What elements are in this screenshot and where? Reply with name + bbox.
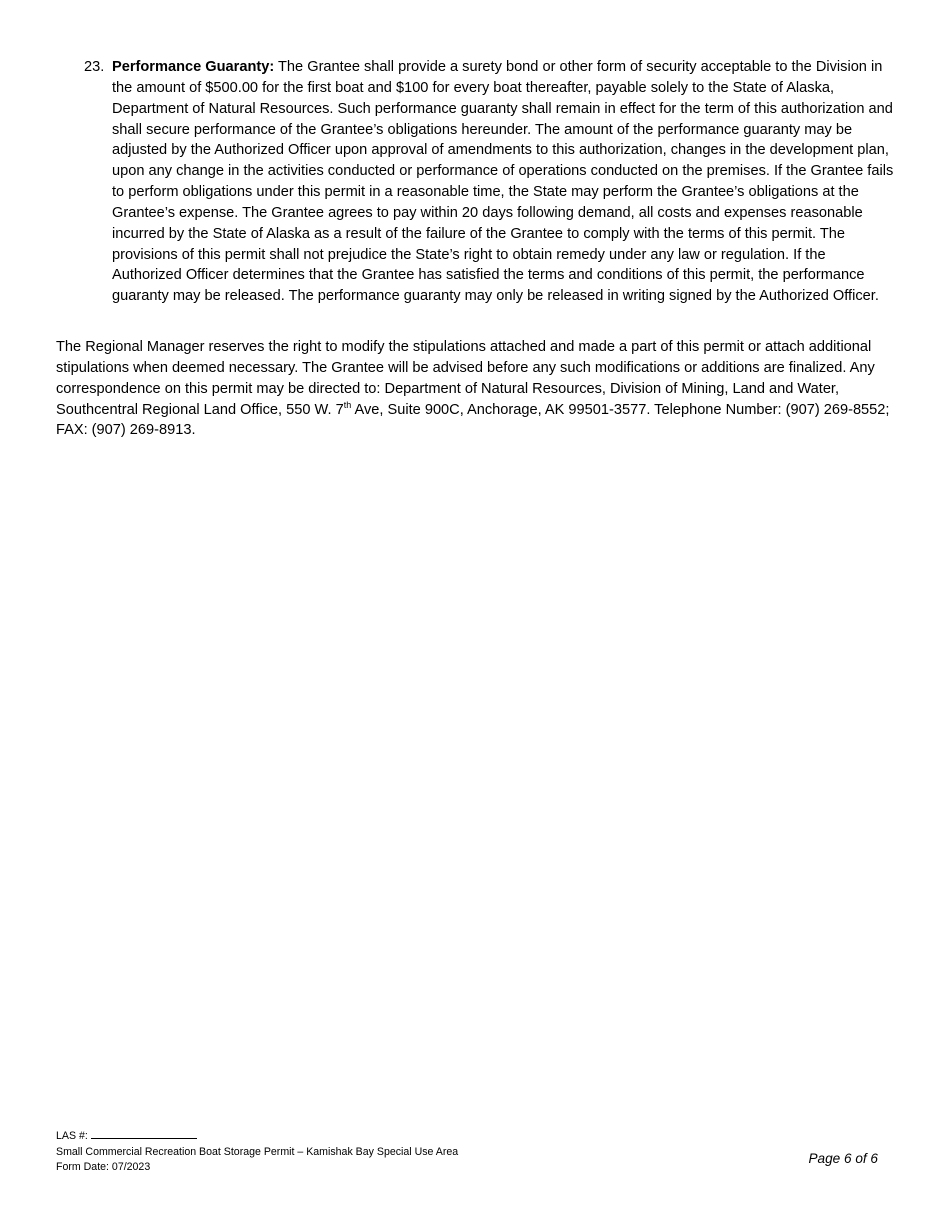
footer-info <box>56 1127 458 1176</box>
closing-paragraph <box>56 337 896 441</box>
item-heading: Performance Guaranty: <box>112 59 275 75</box>
item-number: 23. <box>84 59 105 75</box>
form-date: Form Date: 07/2023 <box>56 1161 151 1173</box>
las-number-line <box>56 1127 458 1145</box>
page-number: Page 6 of 6 <box>808 1151 878 1166</box>
closing-text-start: The Regional Manager reserves the right to modify the stipulations attached and made a part of this permit or attach additional stipulations when deemed necessary. The Grantee will be advised before any such modifications or additions are finalized. Any correspondence on this permit may be directed to: Department of Natural Resources, Division of Mining, Land and Water, Southcentral Regional Land Office, 550 W. 7 <box>56 339 875 418</box>
item-body <box>112 57 896 307</box>
closing-superscript: th <box>343 399 352 410</box>
item-text: The Grantee shall provide a surety bond or other form of security acceptable to the Division in the amount of $500.00 for the first boat and $100 for every boat thereafter, payable solely to the State of Alaska, Department of Natural Resources. Such performance guaranty shall remain in effect for the term of this authorization and shall secure performance of the Grantee’s obligations hereunder. The amount of the performance guaranty may be adjusted by the Authorized Officer upon approval of amendments to this authorization, changes in the development plan, upon any change in the activities conducted or performance of operations conducted on the premises. If the Grantee fails to perform obligations under this permit in a reasonable time, the State may perform the Grantee’s obligations at the Grantee’s expense. The Grantee agrees to pay within 20 days following demand, all costs and expenses reasonable incurred by the State of Alaska as a result of the failure of the Grantee to comply with the terms of this permit. The provisions of this permit shall not prejudice the State’s right to obtain remedy under any law or regulation. If the Authorized Officer determines that the Grantee has satisfied the terms and conditions of this permit, the performance guaranty may be released. The performance guaranty may only be released in writing signed by the Authorized Officer. <box>112 59 894 305</box>
closing-text-end: Ave, Suite 900C, Anchorage, AK 99501-3577. Telephone Number: (907) 269-8552; FAX: (907) 269-8913. <box>56 401 890 439</box>
form-title: Small Commercial Recreation Boat Storage Permit – Kamishak Bay Special Use Area <box>56 1145 459 1158</box>
las-label: LAS #: <box>56 1130 88 1142</box>
stipulation-item-23 <box>84 57 896 307</box>
las-blank-field <box>91 1127 197 1139</box>
